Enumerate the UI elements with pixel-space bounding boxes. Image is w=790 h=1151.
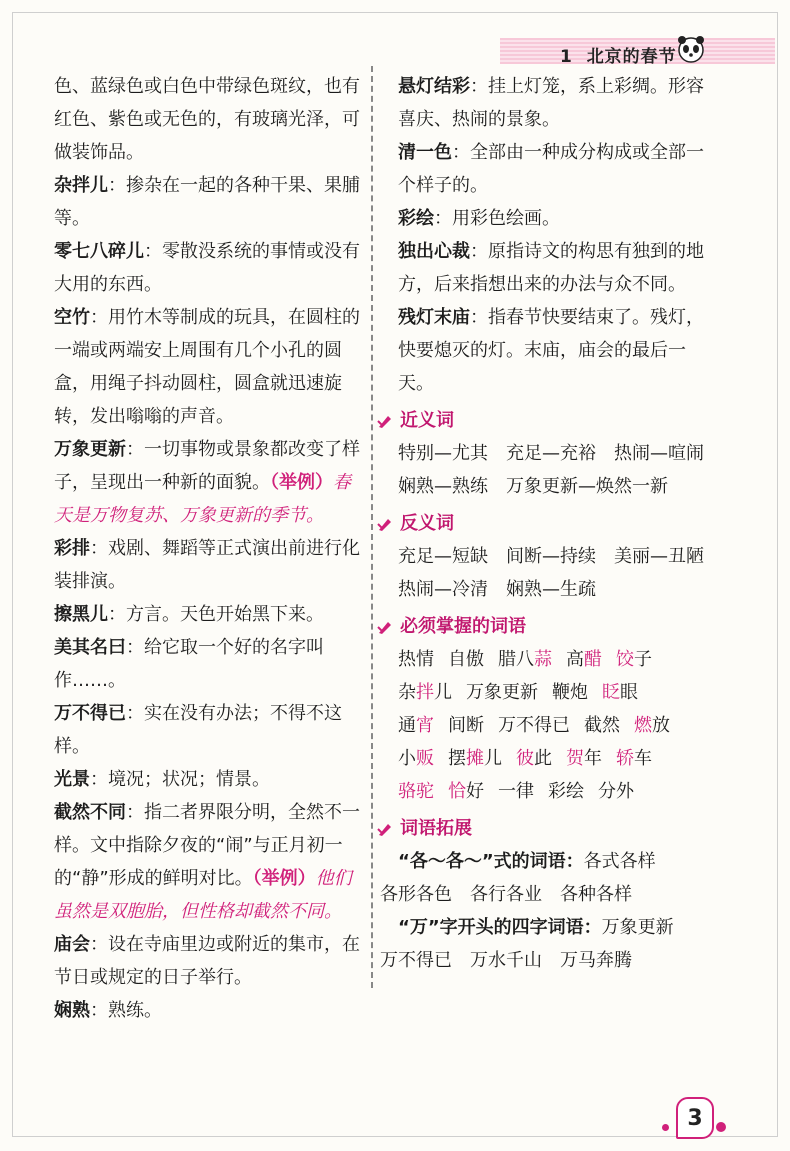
page-number: 3 [676, 1097, 714, 1139]
entry-definition: ：掺杂在一起的各种干果、果脯等。 [54, 175, 360, 229]
expansion-rule-1-more: 各形各色 各行各业 各种各样 [380, 884, 632, 905]
antonyms-heading [376, 507, 718, 540]
antonyms-title: 反义词 [400, 513, 454, 534]
entry-term: 杂拌儿 [54, 175, 108, 196]
highlighted-char: 饺 [616, 649, 634, 670]
highlighted-char: 眨 [602, 682, 620, 703]
word-row [398, 742, 718, 775]
vocab-word [616, 649, 652, 670]
glossary-entry [398, 235, 718, 301]
must-master-heading [376, 610, 718, 643]
entry-term: 独出心裁 [398, 241, 470, 262]
entry-term: 光景 [54, 769, 90, 790]
entry-definition: ：原指诗文的构思有独到的地方，后来指想出来的办法与众不同。 [398, 241, 704, 295]
synonym-line: 特别—尤其 充足—充裕 热闹—喧闹 [398, 443, 704, 464]
entry-term: 残灯末庙 [398, 307, 470, 328]
entry-definition: ：实在没有办法；不得不这样。 [54, 703, 342, 757]
synonyms-heading [376, 404, 718, 437]
word-part: 车 [634, 748, 652, 769]
expansion-rule-1 [398, 845, 718, 878]
word-part: 此 [534, 748, 552, 769]
word-part: 儿 [484, 748, 502, 769]
vocab-word [398, 748, 434, 769]
entry-definition: 色、蓝绿色或白色中带绿色斑纹，也有红色、紫色或无色的，有玻璃光泽，可做装饰品。 [54, 76, 360, 163]
vocab-word [584, 715, 620, 736]
word-part: 一律 [498, 781, 534, 802]
entry-definition: ：境况；状况；情景。 [90, 769, 270, 790]
word-part: 腊八 [498, 649, 534, 670]
word-part: 截然 [584, 715, 620, 736]
vocab-word [602, 682, 638, 703]
glossary-entry [54, 796, 364, 928]
expansion-rule-2-more: 万不得已 万水千山 万马奔腾 [380, 950, 632, 971]
vocab-word [448, 781, 484, 802]
panda-icon [676, 34, 706, 64]
highlighted-char: 贺 [566, 748, 584, 769]
synonym-line: 娴熟—熟练 万象更新—焕然一新 [398, 476, 668, 497]
highlighted-char: 彼 [516, 748, 534, 769]
word-part: 高 [566, 649, 584, 670]
entry-definition: ：零散没系统的事情或没有大用的东西。 [54, 241, 360, 295]
highlighted-char: 恰 [448, 781, 466, 802]
word-part: 通 [398, 715, 416, 736]
glossary-entry [54, 928, 364, 994]
entry-definition: ：给它取一个好的名字叫作……。 [54, 637, 324, 691]
left-column [54, 70, 364, 1027]
word-part: 子 [634, 649, 652, 670]
highlighted-char: 摊 [466, 748, 484, 769]
pen-icon [376, 412, 394, 430]
entry-definition: ：全部由一种成分构成或全部一个样子的。 [398, 142, 704, 196]
word-part: 热情 [398, 649, 434, 670]
word-row [398, 676, 718, 709]
word-part: 万象更新 [466, 682, 538, 703]
entry-term: 彩排 [54, 538, 90, 559]
word-part: 眼 [620, 682, 638, 703]
column-divider [371, 66, 373, 988]
entry-definition: ：熟练。 [90, 1000, 162, 1021]
glossary-entry [54, 433, 364, 532]
glossary-entry [398, 136, 718, 202]
vocab-word [398, 682, 452, 703]
entry-term: 万不得已 [54, 703, 126, 724]
example-sentence: 他们虽然是双胞胎，但性格却截然不同。 [54, 868, 352, 922]
word-part: 儿 [434, 682, 452, 703]
entry-definition: ：用彩色绘画。 [434, 208, 560, 229]
vocab-word [448, 748, 502, 769]
vocab-word [398, 781, 434, 802]
vocab-word [448, 715, 484, 736]
entry-term: 清一色 [398, 142, 452, 163]
vocab-word [498, 649, 552, 670]
antonym-line: 充足—短缺 间断—持续 美丽—丑陋 [398, 546, 704, 567]
vocab-word [516, 748, 552, 769]
entry-term: 娴熟 [54, 1000, 90, 1021]
rule-label: “各～各～”式的词语： [398, 851, 584, 872]
entry-term: 悬灯结彩 [398, 76, 470, 97]
entry-definition: ：设在寺庙里边或附近的集市，在节日或规定的日子举行。 [54, 934, 360, 988]
decor-dot [662, 1124, 669, 1131]
highlighted-char: 蒜 [534, 649, 552, 670]
highlighted-char: 贩 [416, 748, 434, 769]
vocab-word [566, 748, 602, 769]
word-part: 鞭炮 [552, 682, 588, 703]
must-master-list [398, 643, 718, 808]
glossary-entry [54, 301, 364, 433]
word-part: 放 [652, 715, 670, 736]
chapter-number: 1 [560, 47, 573, 67]
entry-definition: ：指二者界限分明，全然不一样。文中指除夕夜的“闹”与正月初一的“静”形成的鲜明对比。 [54, 802, 360, 889]
decor-dot [716, 1122, 726, 1132]
entry-term: 擦黑儿 [54, 604, 108, 625]
word-part: 彩绘 [548, 781, 584, 802]
antonym-line: 热闹—冷清 娴熟—生疏 [398, 579, 596, 600]
vocab-word [398, 649, 434, 670]
vocab-word [598, 781, 634, 802]
entry-term: 美其名曰 [54, 637, 126, 658]
entry-term: 零七八碎儿 [54, 241, 144, 262]
vocab-word [566, 649, 602, 670]
highlighted-char: 醋 [584, 649, 602, 670]
word-part: 摆 [448, 748, 466, 769]
entry-term: 空竹 [54, 307, 90, 328]
glossary-entry [398, 70, 718, 136]
synonyms-title: 近义词 [400, 410, 454, 431]
expansion-title: 词语拓展 [400, 818, 472, 839]
vocab-word [398, 715, 434, 736]
vocab-word [616, 748, 652, 769]
rule-example: 各式各样 [583, 851, 656, 872]
rule-example: 万象更新 [601, 917, 674, 938]
highlighted-char: 燃 [634, 715, 652, 736]
expansion-rule-2 [398, 911, 718, 944]
word-part: 自傲 [448, 649, 484, 670]
expansion-heading [376, 812, 718, 845]
entry-definition: ：指春节快要结束了。残灯，快要熄灭的灯。末庙，庙会的最后一天。 [398, 307, 704, 394]
pen-icon [376, 618, 394, 636]
glossary-entry [54, 532, 364, 598]
word-row [398, 775, 718, 808]
highlighted-char: 宵 [416, 715, 434, 736]
glossary-entry [54, 235, 364, 301]
pen-icon [376, 515, 394, 533]
word-part: 间断 [448, 715, 484, 736]
right-entries [398, 70, 718, 400]
glossary-entry [398, 301, 718, 400]
example-tag: （举例） [252, 868, 316, 889]
vocab-word [548, 781, 584, 802]
word-part: 小 [398, 748, 416, 769]
rule-label: “万”字开头的四字词语： [398, 917, 602, 938]
glossary-entry [54, 169, 364, 235]
glossary-entry [398, 202, 718, 235]
example-sentence: 春天是万物复苏、万象更新的季节。 [54, 472, 351, 526]
example-tag: （举例） [270, 472, 333, 493]
glossary-entry [54, 763, 364, 796]
glossary-entry [54, 994, 364, 1027]
word-row [398, 709, 718, 742]
pen-icon [376, 820, 394, 838]
glossary-entry [54, 697, 364, 763]
vocab-word [498, 781, 534, 802]
word-part: 杂 [398, 682, 416, 703]
entry-definition: ：挂上灯笼，系上彩绸。形容喜庆、热闹的景象。 [398, 76, 704, 130]
glossary-entry [54, 631, 364, 697]
entry-definition: ：戏剧、舞蹈等正式演出前进行化装排演。 [54, 538, 360, 592]
word-part: 万不得已 [498, 715, 570, 736]
entry-definition: ：用竹木等制成的玩具，在圆柱的一端或两端安上周围有几个小孔的圆盒，用绳子抖动圆柱，圆盒就迅速旋转，发出嗡嗡的声音。 [54, 307, 360, 427]
word-part: 分外 [598, 781, 634, 802]
vocab-word [552, 682, 588, 703]
chapter-header [560, 42, 677, 67]
word-row [398, 643, 718, 676]
entry-term: 庙会 [54, 934, 90, 955]
entry-term: 彩绘 [398, 208, 434, 229]
entry-term: 截然不同 [54, 802, 126, 823]
entry-definition: ：一切事物或景象都改变了样子，呈现出一种新的面貌。 [54, 439, 360, 493]
word-part: 年 [584, 748, 602, 769]
right-column [380, 70, 718, 977]
word-part: 好 [466, 781, 484, 802]
entry-term: 万象更新 [54, 439, 126, 460]
highlighted-char: 轿 [616, 748, 634, 769]
vocab-word [448, 649, 484, 670]
glossary-entry [54, 598, 364, 631]
glossary-entry [54, 70, 364, 169]
vocab-word [634, 715, 670, 736]
chapter-title: 北京的春节 [586, 47, 677, 67]
highlighted-char: 骆驼 [398, 781, 434, 802]
vocab-word [498, 715, 570, 736]
highlighted-char: 拌 [416, 682, 434, 703]
must-master-title: 必须掌握的词语 [400, 616, 526, 637]
vocab-word [466, 682, 538, 703]
entry-definition: ：方言。天色开始黑下来。 [108, 604, 324, 625]
